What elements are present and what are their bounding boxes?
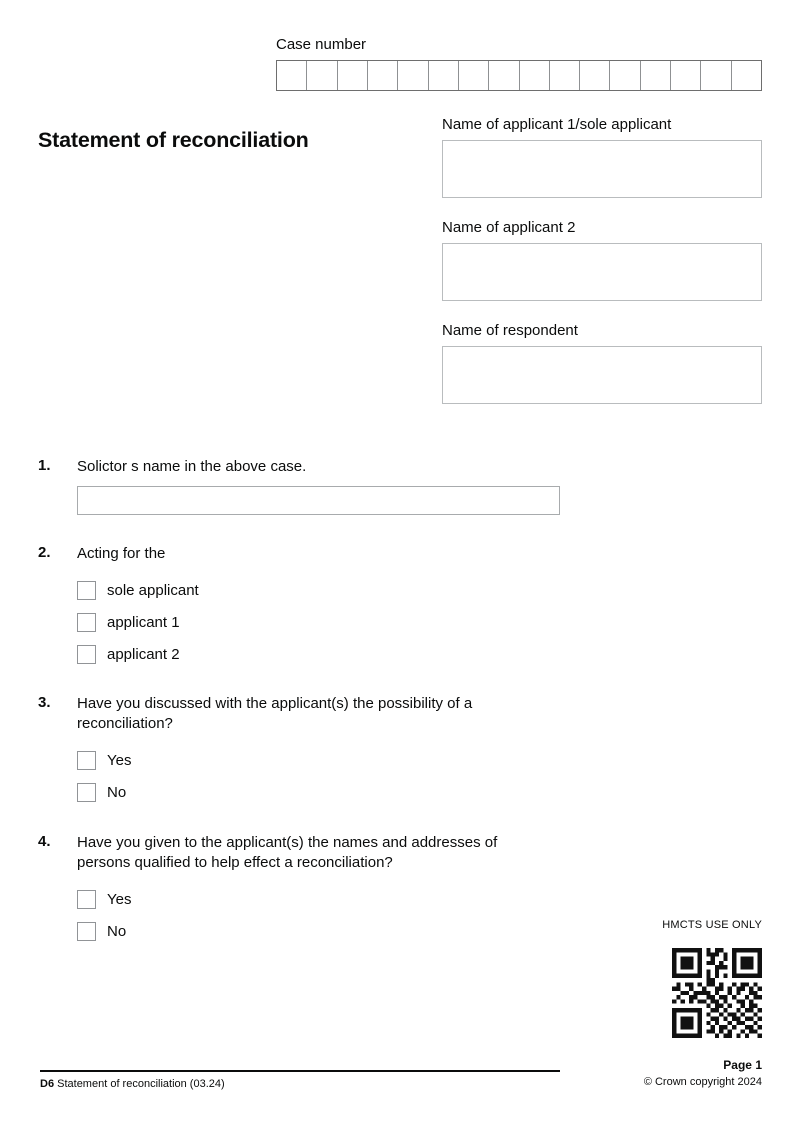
footer-divider bbox=[40, 1070, 560, 1072]
question-2-options bbox=[77, 581, 568, 664]
case-number-grid[interactable] bbox=[276, 60, 762, 91]
option-label-applicant-2: applicant 2 bbox=[107, 646, 180, 663]
option-label-q3-no: No bbox=[107, 784, 127, 801]
page-number: Page 1 bbox=[723, 1058, 762, 1072]
case-number-label: Case number bbox=[276, 36, 367, 53]
solicitor-name-input[interactable] bbox=[77, 486, 560, 515]
case-number-cell[interactable] bbox=[700, 61, 730, 90]
option-label-q3-yes: Yes bbox=[107, 752, 132, 769]
question-2 bbox=[38, 544, 568, 677]
question-3-text: Have you discussed with the applicant(s) the possibility of a reconciliation? bbox=[77, 695, 473, 732]
checkbox-sole-applicant[interactable] bbox=[77, 581, 96, 600]
checkbox-applicant-1[interactable] bbox=[77, 613, 96, 632]
option-applicant-1 bbox=[77, 613, 568, 632]
applicant1-label: Name of applicant 1/sole applicant bbox=[442, 116, 672, 133]
option-applicant-2 bbox=[77, 645, 568, 664]
question-1-text: Solictor s name in the above case. bbox=[77, 458, 307, 475]
question-2-text: Acting for the bbox=[77, 545, 166, 562]
option-q3-no bbox=[77, 783, 568, 802]
hmcts-use-only-label: HMCTS USE ONLY bbox=[662, 919, 762, 931]
question-3-number: 3. bbox=[38, 694, 51, 711]
option-label-q4-yes: Yes bbox=[107, 891, 132, 908]
option-label-q4-no: No bbox=[107, 923, 127, 940]
checkbox-applicant-2[interactable] bbox=[77, 645, 96, 664]
page-title: Statement of reconciliation bbox=[38, 128, 309, 153]
case-number-cell[interactable] bbox=[609, 61, 639, 90]
checkbox-q4-no[interactable] bbox=[77, 922, 96, 941]
case-number-cell[interactable] bbox=[458, 61, 488, 90]
form-id: D6 bbox=[40, 1078, 55, 1090]
qr-code-icon bbox=[672, 948, 762, 1038]
question-3-options bbox=[77, 751, 568, 802]
case-number-cell[interactable] bbox=[337, 61, 367, 90]
checkbox-q3-no[interactable] bbox=[77, 783, 96, 802]
form-name: Statement of reconciliation (03.24) bbox=[57, 1078, 225, 1090]
question-2-number: 2. bbox=[38, 544, 51, 561]
case-number-cell[interactable] bbox=[367, 61, 397, 90]
case-number-cell[interactable] bbox=[306, 61, 336, 90]
checkbox-q3-yes[interactable] bbox=[77, 751, 96, 770]
option-sole-applicant bbox=[77, 581, 568, 600]
option-label-applicant-1: applicant 1 bbox=[107, 614, 180, 631]
case-number-cell[interactable] bbox=[670, 61, 700, 90]
applicant2-field bbox=[442, 219, 762, 301]
respondent-input[interactable] bbox=[442, 346, 762, 404]
copyright-notice: © Crown copyright 2024 bbox=[643, 1076, 762, 1088]
footer-form-reference bbox=[40, 1078, 225, 1090]
question-4-number: 4. bbox=[38, 833, 51, 850]
hmcts-section bbox=[562, 919, 762, 1043]
option-q4-no bbox=[77, 922, 568, 941]
question-4-options bbox=[77, 890, 568, 941]
case-number-cell[interactable] bbox=[428, 61, 458, 90]
question-4 bbox=[38, 833, 568, 954]
applicant1-input[interactable] bbox=[442, 140, 762, 198]
question-3 bbox=[38, 694, 568, 815]
respondent-label: Name of respondent bbox=[442, 322, 578, 339]
applicant2-input[interactable] bbox=[442, 243, 762, 301]
option-label-sole-applicant: sole applicant bbox=[107, 582, 199, 599]
respondent-field bbox=[442, 322, 762, 404]
question-1-number: 1. bbox=[38, 457, 51, 474]
case-number-cell[interactable] bbox=[519, 61, 549, 90]
question-4-text: Have you given to the applicant(s) the names and addresses of persons qualified to help effect a reconciliation? bbox=[77, 834, 498, 871]
case-number-cell[interactable] bbox=[579, 61, 609, 90]
case-number-cell[interactable] bbox=[277, 61, 306, 90]
case-number-cell[interactable] bbox=[488, 61, 518, 90]
case-number-cell[interactable] bbox=[731, 61, 761, 90]
checkbox-q4-yes[interactable] bbox=[77, 890, 96, 909]
footer-page-info bbox=[644, 1058, 762, 1088]
case-number-section bbox=[276, 36, 762, 91]
question-1 bbox=[38, 457, 568, 515]
case-number-cell[interactable] bbox=[549, 61, 579, 90]
name-fields-section bbox=[442, 116, 762, 425]
case-number-cell[interactable] bbox=[640, 61, 670, 90]
case-number-cell[interactable] bbox=[397, 61, 427, 90]
option-q4-yes bbox=[77, 890, 568, 909]
option-q3-yes bbox=[77, 751, 568, 770]
applicant2-label: Name of applicant 2 bbox=[442, 219, 576, 236]
applicant1-field bbox=[442, 116, 762, 198]
